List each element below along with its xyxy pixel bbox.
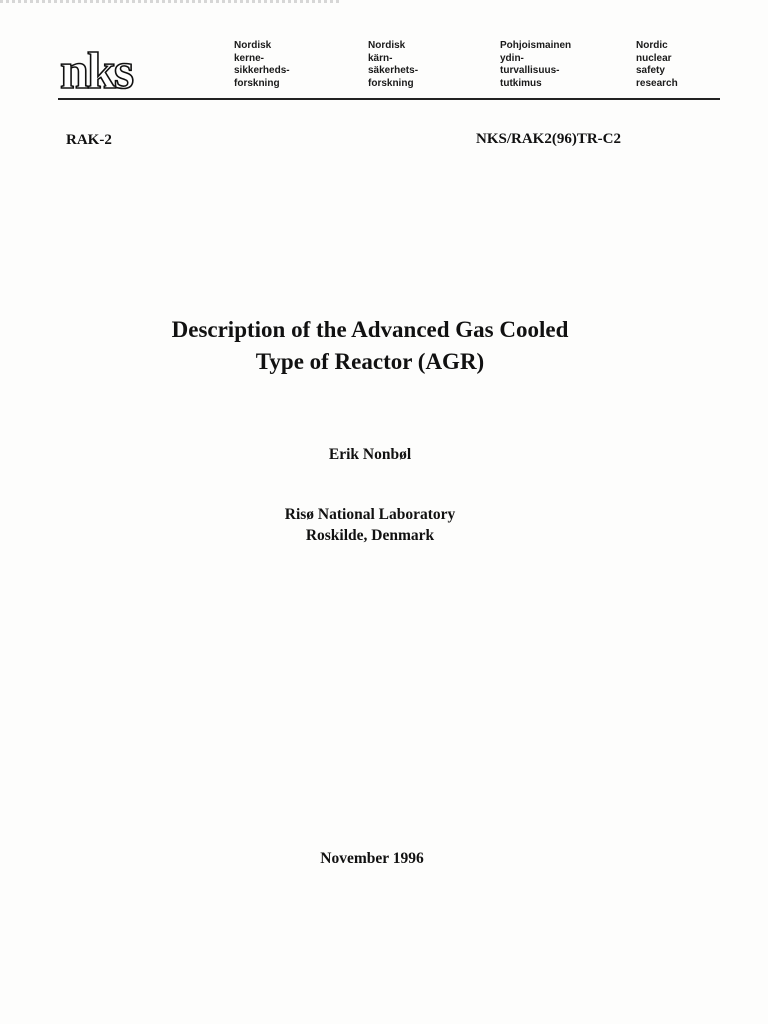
header-line: Nordisk	[368, 40, 406, 51]
header-line: nuclear	[636, 52, 672, 64]
affiliation	[0, 504, 740, 546]
header-column-english	[636, 40, 678, 90]
header-line: Nordic	[636, 40, 668, 51]
header-column-danish	[234, 40, 290, 90]
header-line: turvallisuus-	[500, 65, 560, 76]
scan-artifact	[0, 0, 340, 3]
header-line: Nordisk	[234, 40, 272, 51]
header-line: kärn-	[368, 52, 393, 64]
header-line: tutkimus	[500, 77, 542, 89]
header-column-swedish	[368, 40, 418, 90]
affiliation-institution: Risø National Laboratory	[284, 506, 456, 523]
author-name: Erik Nonbøl	[328, 446, 412, 463]
header-divider	[58, 98, 720, 100]
title-line-2: Type of Reactor (AGR)	[255, 349, 485, 374]
header-line: forskning	[234, 77, 280, 89]
affiliation-location: Roskilde, Denmark	[305, 527, 435, 544]
header-line: ydin-	[500, 52, 524, 64]
header-line: safety	[636, 65, 665, 76]
header-line: säkerhets-	[368, 65, 419, 76]
publication-date: November 1996	[320, 850, 424, 867]
svg-text:nks: nks	[60, 43, 133, 96]
nks-logo	[58, 40, 162, 96]
header-line: kerne-	[234, 52, 265, 64]
program-code: RAK-2	[66, 132, 112, 148]
title-line-1: Description of the Advanced Gas Cooled	[171, 317, 569, 342]
header-line: research	[636, 77, 678, 89]
report-number: NKS/RAK2(96)TR-C2	[476, 131, 621, 147]
header-line: sikkerheds-	[234, 65, 290, 76]
report-title	[0, 314, 740, 378]
header-column-finnish	[500, 40, 571, 90]
header-line: Pohjoismainen	[500, 40, 572, 51]
header-line: forskning	[368, 77, 414, 89]
